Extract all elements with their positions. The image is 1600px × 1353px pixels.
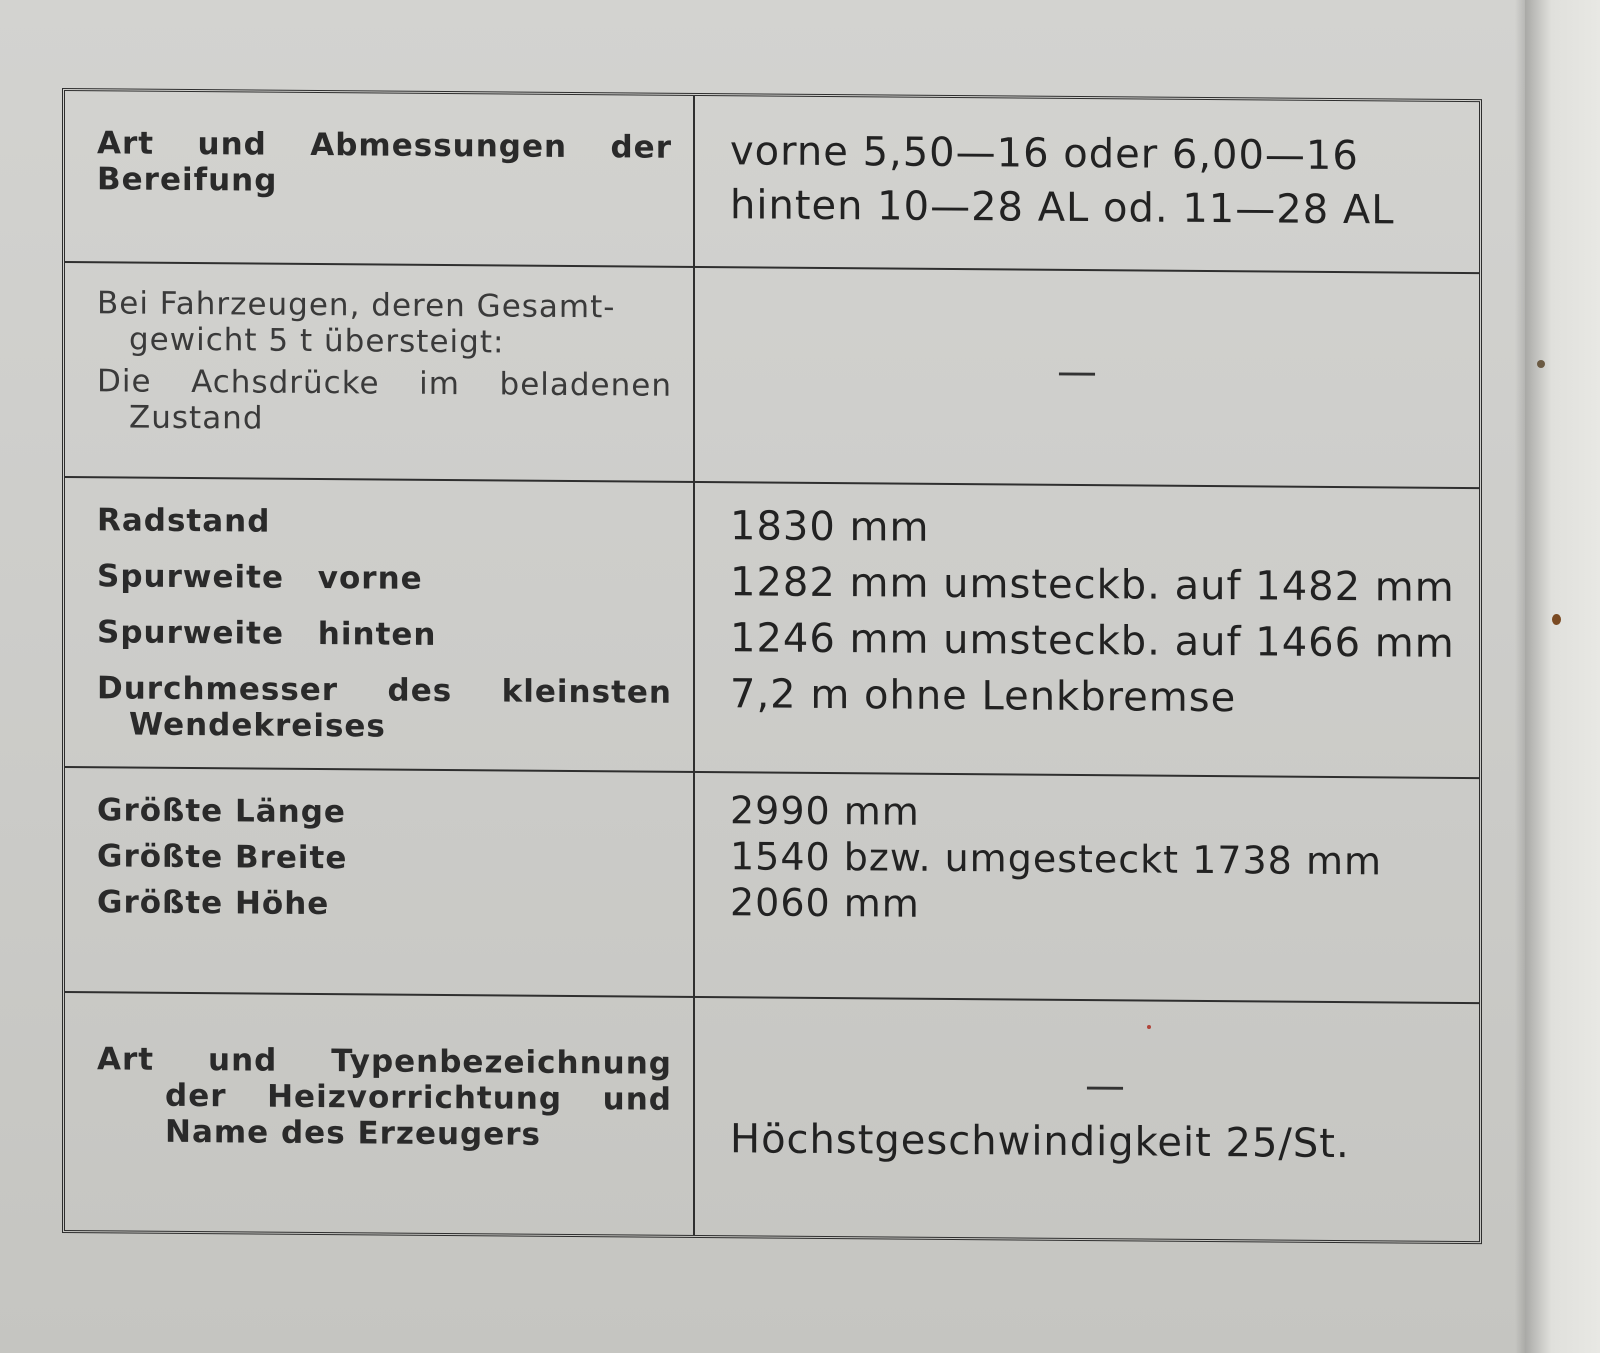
heating-value: —	[1085, 1063, 1125, 1110]
label-line: Art und Typenbezeichnung	[97, 1041, 672, 1082]
paper-speck	[1537, 360, 1545, 368]
turning-circle-value: 7,2 m ohne Lenkbremse	[730, 671, 1237, 722]
track-rear-label: Spurweite hinten	[97, 614, 437, 653]
tyres-label	[97, 125, 672, 202]
column-divider	[693, 996, 695, 1235]
facing-page-edge	[1525, 0, 1600, 1353]
table-row-tyres	[65, 91, 1479, 274]
table-row-wheelbase-track	[65, 476, 1479, 779]
table-row-axle-loads	[65, 261, 1479, 489]
column-divider	[693, 266, 695, 481]
track-rear-value: 1246 mm umsteckb. auf 1466 mm	[730, 615, 1455, 667]
column-divider	[693, 771, 695, 996]
label-line: Bei Fahrzeugen, deren Gesamt-	[97, 285, 616, 326]
track-front-value: 1282 mm umsteckb. auf 1482 mm	[730, 559, 1455, 611]
track-front-label: Spurweite vorne	[97, 558, 423, 597]
label-line: gewicht 5 t übersteigt:	[129, 321, 505, 361]
paper-speck	[1552, 614, 1561, 625]
column-divider	[693, 481, 695, 771]
max-speed-value: Höchstgeschwindigkeit 25/St.	[730, 1116, 1350, 1168]
table-row-heating	[65, 991, 1479, 1241]
heating-label	[97, 1041, 672, 1154]
wheelbase-value: 1830 mm	[730, 503, 930, 551]
turning-circle-label	[97, 670, 672, 747]
label-line: Durchmesser des kleinsten	[97, 670, 672, 711]
axle-loads-value: —	[1057, 348, 1097, 396]
label-line: Die Achsdrücke im beladenen	[97, 363, 672, 404]
value-line: hinten 10—28 AL od. 11—28 AL	[730, 182, 1395, 234]
table-row-dimensions	[65, 766, 1479, 1004]
column-divider	[693, 96, 695, 266]
label-line: Wendekreises	[129, 706, 386, 745]
max-height-value: 2060 mm	[730, 880, 920, 926]
max-length-label: Größte Länge	[97, 792, 346, 831]
label-line: Zustand	[129, 399, 264, 437]
max-width-value: 1540 bzw. umgesteckt 1738 mm	[730, 834, 1382, 884]
axle-loads-label	[97, 285, 672, 440]
value-line: vorne 5,50—16 oder 6,00—16	[730, 128, 1359, 180]
wheelbase-label: Radstand	[97, 502, 271, 540]
label-line: der Heizvorrichtung und	[165, 1077, 672, 1118]
max-width-label: Größte Breite	[97, 838, 348, 877]
label-line: Bereifung	[97, 161, 278, 199]
vehicle-data-table	[62, 88, 1482, 1244]
label-line: Name des Erzeugers	[165, 1113, 541, 1153]
label-line: Art und Abmessungen der	[97, 125, 672, 166]
max-length-value: 2990 mm	[730, 788, 920, 834]
max-height-label: Größte Höhe	[97, 884, 330, 923]
tyres-value	[730, 126, 1460, 236]
